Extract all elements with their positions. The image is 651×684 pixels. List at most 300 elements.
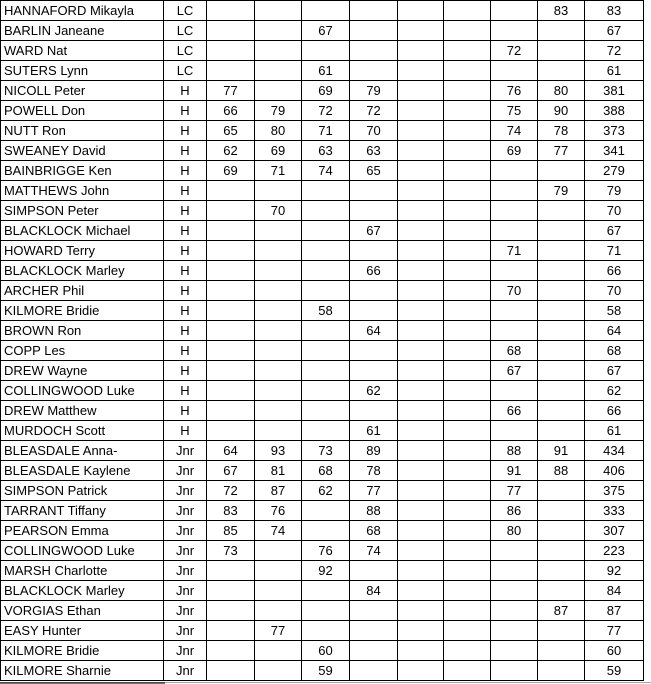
score-cell: 64 [207, 441, 255, 461]
total-cell: 60 [585, 641, 644, 661]
score-cell [444, 521, 491, 541]
score-cell [302, 401, 350, 421]
score-cell: 77 [538, 141, 585, 161]
score-cell [207, 41, 255, 61]
score-cell: 67 [350, 221, 398, 241]
score-cell [350, 641, 398, 661]
score-cell: 77 [255, 621, 302, 641]
score-table-body [1, 1, 644, 681]
score-cell [444, 181, 491, 201]
score-cell [491, 301, 538, 321]
grade-cell: Jnr [164, 621, 207, 641]
score-cell: 66 [350, 261, 398, 281]
score-cell [538, 301, 585, 321]
score-cell [350, 21, 398, 41]
score-cell [302, 41, 350, 61]
table-row [1, 61, 644, 81]
score-cell [207, 61, 255, 81]
score-cell [491, 321, 538, 341]
score-cell: 74 [255, 521, 302, 541]
table-row [1, 261, 644, 281]
score-cell [207, 601, 255, 621]
score-cell [207, 221, 255, 241]
score-cell [491, 161, 538, 181]
score-cell [444, 241, 491, 261]
player-name-cell: SIMPSON Peter [1, 201, 164, 221]
score-cell [255, 241, 302, 261]
score-cell: 79 [350, 81, 398, 101]
table-row [1, 581, 644, 601]
player-name-cell: BARLIN Janeane [1, 21, 164, 41]
score-cell [398, 261, 444, 281]
player-name-cell: KILMORE Sharnie [1, 661, 164, 681]
player-name-cell: EASY Hunter [1, 621, 164, 641]
score-cell [398, 161, 444, 181]
total-cell: 72 [585, 41, 644, 61]
player-name-cell: MARSH Charlotte [1, 561, 164, 581]
player-name-cell: SUTERS Lynn [1, 61, 164, 81]
table-row [1, 81, 644, 101]
score-cell [444, 461, 491, 481]
score-cell [444, 361, 491, 381]
grade-cell: Jnr [164, 641, 207, 661]
grade-cell: LC [164, 1, 207, 21]
score-cell [302, 361, 350, 381]
score-cell: 78 [350, 461, 398, 481]
score-cell [444, 581, 491, 601]
grade-cell: Jnr [164, 441, 207, 461]
score-cell [491, 261, 538, 281]
score-cell [538, 501, 585, 521]
score-cell: 62 [207, 141, 255, 161]
score-cell [538, 241, 585, 261]
score-cell [302, 501, 350, 521]
score-cell [491, 661, 538, 681]
score-cell [350, 401, 398, 421]
score-cell [538, 581, 585, 601]
player-name-cell: TARRANT Tiffany [1, 501, 164, 521]
score-cell [207, 281, 255, 301]
score-cell [398, 241, 444, 261]
score-cell: 88 [350, 501, 398, 521]
score-cell [207, 561, 255, 581]
score-cell [398, 401, 444, 421]
score-cell: 80 [491, 521, 538, 541]
score-cell [538, 621, 585, 641]
score-cell [398, 621, 444, 641]
score-cell [491, 641, 538, 661]
score-cell [255, 401, 302, 421]
score-cell: 76 [255, 501, 302, 521]
grade-cell: H [164, 261, 207, 281]
table-row [1, 101, 644, 121]
score-cell: 65 [350, 161, 398, 181]
grade-cell: H [164, 181, 207, 201]
grade-cell: LC [164, 41, 207, 61]
score-cell [538, 361, 585, 381]
score-cell [207, 661, 255, 681]
score-cell: 71 [302, 121, 350, 141]
total-cell: 307 [585, 521, 644, 541]
score-cell [255, 421, 302, 441]
score-cell: 89 [350, 441, 398, 461]
score-cell [398, 121, 444, 141]
score-cell [491, 601, 538, 621]
score-cell: 59 [302, 661, 350, 681]
score-cell: 83 [538, 1, 585, 21]
player-name-cell: PEARSON Emma [1, 521, 164, 541]
score-cell [255, 341, 302, 361]
score-cell: 87 [255, 481, 302, 501]
table-row [1, 661, 644, 681]
score-cell [255, 221, 302, 241]
table-row [1, 1, 644, 21]
score-cell [350, 621, 398, 641]
score-cell [207, 21, 255, 41]
score-cell: 69 [302, 81, 350, 101]
score-cell: 63 [350, 141, 398, 161]
table-row [1, 321, 644, 341]
score-cell [538, 161, 585, 181]
table-row [1, 21, 644, 41]
score-cell: 68 [491, 341, 538, 361]
score-cell [302, 421, 350, 441]
score-cell [444, 21, 491, 41]
score-cell [207, 581, 255, 601]
score-cell [538, 381, 585, 401]
score-cell [491, 381, 538, 401]
score-cell [398, 181, 444, 201]
total-cell: 406 [585, 461, 644, 481]
score-cell [444, 41, 491, 61]
score-cell [398, 101, 444, 121]
score-cell [302, 321, 350, 341]
score-cell: 72 [302, 101, 350, 121]
score-cell [350, 341, 398, 361]
score-cell [207, 361, 255, 381]
grade-cell: H [164, 401, 207, 421]
score-cell [398, 341, 444, 361]
table-row [1, 641, 644, 661]
score-cell: 68 [302, 461, 350, 481]
score-cell [255, 661, 302, 681]
score-cell [398, 481, 444, 501]
score-cell: 79 [255, 101, 302, 121]
score-cell [538, 61, 585, 81]
score-cell [538, 321, 585, 341]
score-cell [444, 101, 491, 121]
score-cell [491, 541, 538, 561]
score-cell [302, 241, 350, 261]
score-cell [207, 341, 255, 361]
table-row [1, 41, 644, 61]
score-cell [350, 1, 398, 21]
score-cell: 76 [302, 541, 350, 561]
score-cell [398, 141, 444, 161]
score-cell [444, 601, 491, 621]
total-cell: 62 [585, 381, 644, 401]
score-cell: 72 [207, 481, 255, 501]
score-cell [491, 421, 538, 441]
score-cell: 88 [538, 461, 585, 481]
score-cell [398, 361, 444, 381]
grade-cell: H [164, 361, 207, 381]
score-cell [398, 61, 444, 81]
score-cell [444, 421, 491, 441]
score-cell [398, 81, 444, 101]
total-cell: 67 [585, 21, 644, 41]
grade-cell: Jnr [164, 561, 207, 581]
score-cell: 93 [255, 441, 302, 461]
player-name-cell: BROWN Ron [1, 321, 164, 341]
score-cell [302, 201, 350, 221]
score-cell [255, 261, 302, 281]
score-cell [538, 401, 585, 421]
score-cell: 87 [538, 601, 585, 621]
grade-cell: H [164, 321, 207, 341]
score-cell [444, 661, 491, 681]
score-cell [350, 601, 398, 621]
score-cell: 79 [538, 181, 585, 201]
score-cell [302, 261, 350, 281]
total-cell: 279 [585, 161, 644, 181]
grade-cell: Jnr [164, 601, 207, 621]
score-cell [398, 641, 444, 661]
player-name-cell: BLACKLOCK Michael [1, 221, 164, 241]
total-cell: 71 [585, 241, 644, 261]
score-cell [302, 381, 350, 401]
player-name-cell: SIMPSON Patrick [1, 481, 164, 501]
score-cell [302, 181, 350, 201]
player-name-cell: COPP Les [1, 341, 164, 361]
score-cell [491, 581, 538, 601]
player-name-cell: WARD Nat [1, 41, 164, 61]
table-row [1, 241, 644, 261]
grade-cell: H [164, 241, 207, 261]
score-cell [491, 221, 538, 241]
score-cell: 61 [350, 421, 398, 441]
score-cell [207, 261, 255, 281]
table-row [1, 361, 644, 381]
score-cell [444, 621, 491, 641]
score-cell: 66 [491, 401, 538, 421]
score-cell [350, 281, 398, 301]
grade-cell: H [164, 161, 207, 181]
player-name-cell: BAINBRIGGE Ken [1, 161, 164, 181]
table-row [1, 521, 644, 541]
table-row [1, 381, 644, 401]
score-cell: 75 [491, 101, 538, 121]
score-cell: 77 [491, 481, 538, 501]
player-name-cell: VORGIAS Ethan [1, 601, 164, 621]
score-cell [350, 61, 398, 81]
total-cell: 61 [585, 421, 644, 441]
player-name-cell: KILMORE Bridie [1, 301, 164, 321]
score-cell [207, 321, 255, 341]
score-cell [207, 1, 255, 21]
table-row [1, 181, 644, 201]
score-cell [207, 621, 255, 641]
score-cell [350, 241, 398, 261]
score-cell: 67 [491, 361, 538, 381]
score-cell [444, 1, 491, 21]
grade-cell: LC [164, 61, 207, 81]
score-cell: 74 [491, 121, 538, 141]
score-cell [444, 141, 491, 161]
score-cell [538, 201, 585, 221]
table-row [1, 341, 644, 361]
score-cell [444, 261, 491, 281]
player-name-cell: KILMORE Bridie [1, 641, 164, 661]
score-cell [444, 301, 491, 321]
score-cell: 73 [302, 441, 350, 461]
score-cell [207, 401, 255, 421]
score-cell [255, 281, 302, 301]
table-row [1, 221, 644, 241]
score-cell [444, 161, 491, 181]
score-cell [398, 501, 444, 521]
total-cell: 333 [585, 501, 644, 521]
score-cell: 70 [255, 201, 302, 221]
player-name-cell: COLLINGWOOD Luke [1, 541, 164, 561]
total-cell: 64 [585, 321, 644, 341]
score-cell [398, 661, 444, 681]
score-cell: 67 [207, 461, 255, 481]
score-cell [302, 621, 350, 641]
grade-cell: H [164, 381, 207, 401]
player-name-cell: COLLINGWOOD Luke [1, 381, 164, 401]
score-cell [538, 661, 585, 681]
score-cell [255, 81, 302, 101]
score-cell [444, 561, 491, 581]
table-row [1, 401, 644, 421]
player-name-cell: BLEASDALE Anna- [1, 441, 164, 461]
score-cell [255, 181, 302, 201]
total-cell: 84 [585, 581, 644, 601]
score-cell [255, 381, 302, 401]
total-cell: 341 [585, 141, 644, 161]
score-cell [350, 661, 398, 681]
score-cell [350, 201, 398, 221]
score-cell: 65 [207, 121, 255, 141]
score-cell [398, 1, 444, 21]
score-cell [398, 21, 444, 41]
score-cell [398, 421, 444, 441]
score-cell [302, 1, 350, 21]
score-cell [538, 561, 585, 581]
grade-cell: H [164, 101, 207, 121]
score-cell: 62 [350, 381, 398, 401]
score-cell [398, 221, 444, 241]
score-cell [398, 601, 444, 621]
score-cell: 90 [538, 101, 585, 121]
score-cell [538, 521, 585, 541]
score-cell: 77 [350, 481, 398, 501]
table-row [1, 301, 644, 321]
score-cell [444, 541, 491, 561]
score-cell [255, 541, 302, 561]
player-name-cell: DREW Matthew [1, 401, 164, 421]
score-cell: 78 [538, 121, 585, 141]
total-cell: 68 [585, 341, 644, 361]
total-cell: 59 [585, 661, 644, 681]
grade-cell: LC [164, 21, 207, 41]
table-row [1, 281, 644, 301]
score-cell [302, 521, 350, 541]
score-cell: 72 [491, 41, 538, 61]
player-name-cell: BLACKLOCK Marley [1, 261, 164, 281]
score-cell [255, 1, 302, 21]
total-cell: 77 [585, 621, 644, 641]
score-cell [398, 521, 444, 541]
grade-cell: Jnr [164, 521, 207, 541]
score-cell [444, 481, 491, 501]
score-cell: 63 [302, 141, 350, 161]
grade-cell: H [164, 141, 207, 161]
grade-cell: H [164, 81, 207, 101]
score-cell [444, 281, 491, 301]
score-cell: 68 [350, 521, 398, 541]
total-cell: 373 [585, 121, 644, 141]
score-cell [398, 461, 444, 481]
score-cell: 92 [302, 561, 350, 581]
total-cell: 67 [585, 221, 644, 241]
score-cell [538, 41, 585, 61]
score-cell [255, 301, 302, 321]
score-cell: 69 [207, 161, 255, 181]
player-name-cell: HANNAFORD Mikayla [1, 1, 164, 21]
score-cell: 71 [255, 161, 302, 181]
score-cell [491, 561, 538, 581]
score-cell [255, 41, 302, 61]
score-cell [350, 361, 398, 381]
total-cell: 87 [585, 601, 644, 621]
total-cell: 375 [585, 481, 644, 501]
player-name-cell: NUTT Ron [1, 121, 164, 141]
score-cell [398, 201, 444, 221]
score-cell [350, 181, 398, 201]
grade-cell: H [164, 221, 207, 241]
score-cell: 77 [207, 81, 255, 101]
score-cell: 86 [491, 501, 538, 521]
score-cell [444, 501, 491, 521]
score-cell [538, 281, 585, 301]
score-cell: 67 [302, 21, 350, 41]
score-cell: 88 [491, 441, 538, 461]
score-cell [538, 421, 585, 441]
grade-cell: H [164, 341, 207, 361]
grade-cell: H [164, 301, 207, 321]
grade-cell: Jnr [164, 461, 207, 481]
player-name-cell: MATTHEWS John [1, 181, 164, 201]
total-cell: 61 [585, 61, 644, 81]
grade-cell: Jnr [164, 541, 207, 561]
score-cell: 62 [302, 481, 350, 501]
score-cell [538, 221, 585, 241]
table-row [1, 421, 644, 441]
score-cell [538, 21, 585, 41]
score-cell [350, 561, 398, 581]
player-name-cell: SWEANEY David [1, 141, 164, 161]
player-name-cell: ARCHER Phil [1, 281, 164, 301]
score-cell [538, 261, 585, 281]
total-cell: 67 [585, 361, 644, 381]
score-cell: 70 [491, 281, 538, 301]
table-row [1, 621, 644, 641]
player-name-cell: BLACKLOCK Marley [1, 581, 164, 601]
score-cell [491, 1, 538, 21]
score-cell: 85 [207, 521, 255, 541]
